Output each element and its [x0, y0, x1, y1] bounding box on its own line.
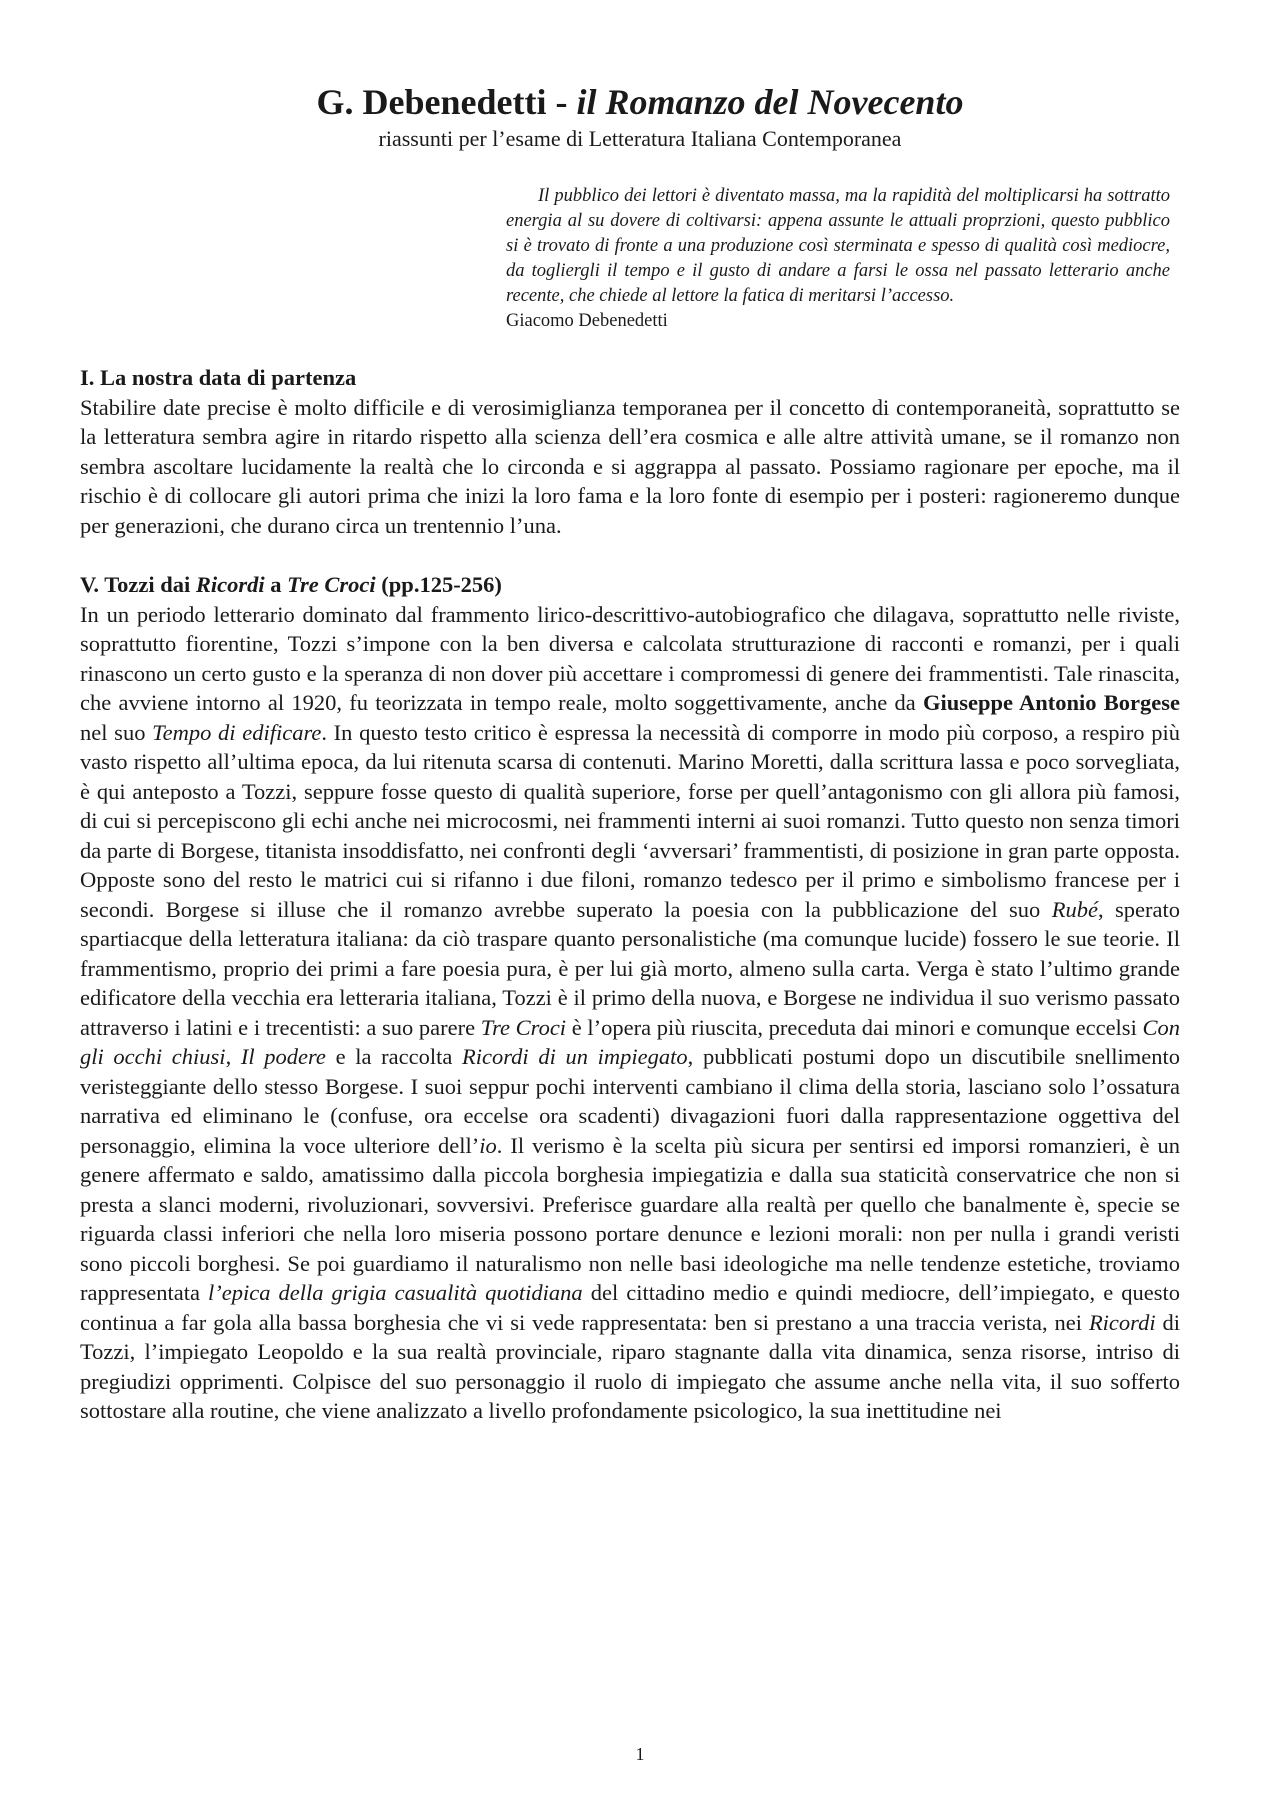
page-number: 1	[635, 1744, 645, 1764]
section-1-paragraph: Stabilire date precise è molto difficile e di verosimiglianza temporanea per il concetto di contemporaneità, soprattutto se la letteratura sembra agire in ritardo rispetto alla scienza dell’era cosmica e alle altre attività umane, se il romanzo non sembra ascoltare lucidamente la realtà che lo circonda e si aggrappa al passato. Possiamo ragionare per epoche, ma il rischio è di collocare gli autori prima che inizi la loro fama e la loro fonte di esempio per i posteri: ragioneremo dunque per generazioni, che durano circa un trentennio l’una.	[80, 394, 1180, 538]
epigraph-quote: Il pubblico dei lettori è diventato massa, ma la rapidità del moltiplicarsi ha sottratto energia al su dovere di coltivarsi: appena assunte le attuali proprzioni, questo pubblico si è trovato di fronte a una produzione così sterminata e spesso di qualità così mediocre, da togliergli il tempo e il gusto di andare a farsi le ossa nel passato letterario anche recente, che chiede al lettore la fatica di meritarsi l’accesso.	[506, 186, 1170, 306]
emphasis: l’epica della grigia casualità quotidiana	[207, 1280, 583, 1305]
epigraph	[506, 184, 1170, 334]
work-title: Il podere	[240, 1044, 326, 1069]
section-5-heading-part: V. Tozzi dai	[80, 572, 196, 597]
section-gap	[80, 540, 1180, 570]
author-name-borgese: Giuseppe Antonio Borgese	[922, 690, 1180, 715]
work-title: Tempo di edificare	[152, 719, 322, 745]
title-work: il Romanzo del Novecento	[576, 82, 964, 122]
document-body	[80, 363, 1180, 1426]
text-run: In un periodo letterario dominato dal frammento lirico-descrittivo-autobiografico che dilagava, soprattutto nelle riviste, soprattutto fiorentine, Tozzi s’impone con la ben diversa e calcolata strutturazione di racconti e romanzi, per i quali rinascono un certo gusto e la speranza di non dover più accettare i compromessi di genere dei frammentisti. Tale rinascita, che avviene intorno al 1920, fu teorizzata in tempo reale, molto soggettivamente, anche da	[80, 601, 1180, 715]
work-title: Ricordi	[1088, 1309, 1156, 1335]
work-title: Rubé	[1051, 896, 1098, 922]
document-title	[0, 80, 1280, 124]
emphasis: io	[479, 1132, 497, 1158]
epigraph-attribution: Giacomo Debenedetti	[506, 311, 668, 331]
title-author: G. Debenedetti -	[316, 82, 577, 122]
text-run: di Tozzi, l’impiegato Leopoldo e la sua realtà provinciale, riparo stagnante dalla vita dinamica, senza risorse, intriso di pregiudizi opprimenti. Colpisce del suo personaggio il ruolo di impiegato che assume anche nella vita, il suo sofferto sottostare alla routine, che viene analizzato a livello profondamente psicologico, la sua inettitudine nei	[80, 1309, 1180, 1423]
text-run: . Il verismo è la scelta più sicura per sentirsi ed imporsi romanzieri, è un genere affermato e saldo, amatissimo dalla piccola borghesia impiegatizia e dalla sua staticità conservatrice che non si presta a slanci moderni, rivoluzionari, sovversivi. Preferisce guardare alla realtà per quello che banalmente è, specie se riguarda classi inferiori che nella loro miseria possono portare denunce e lezioni morali: non per nulla i grandi veristi sono piccoli borghesi. Se poi guardiamo il naturalismo non nelle basi ideologiche ma nelle tendenze estetiche, troviamo rappresentata	[80, 1132, 1180, 1305]
text-run: , sperato spartiacque della letteratura italiana: da ciò traspare quanto personalistiche (ma comunque lucide) fossero le sue teorie. Il frammentismo, proprio dei primi a fare poesia pura, è per lui già morto, almeno sulla carta. Verga è stato l’ultimo grande edificatore della vecchia era letteraria italiana, Tozzi è il primo della nuova, e Borgese ne individua il suo verismo passato attraverso i latini e i trecentisti: a suo parere	[80, 896, 1180, 1040]
text-run: e la raccolta	[325, 1044, 463, 1069]
section-5-heading-title-ricordi: Ricordi	[195, 572, 265, 597]
text-run: nel suo	[80, 719, 153, 745]
work-title: Tre Croci	[480, 1014, 567, 1040]
text-run: ,	[225, 1044, 241, 1069]
text-run: del cittadino medio e quindi mediocre, dell’impiegato, e questo continua a far gola alla bassa borghesia che vi si vede rappresentata: ben si prestano a una traccia verista, nei	[80, 1280, 1180, 1335]
section-5-heading-pages: (pp.125-256)	[375, 572, 502, 597]
section-5-heading-part: a	[264, 572, 288, 597]
section-5-heading	[80, 570, 1180, 600]
work-title: Ricordi di un impiegato	[462, 1044, 688, 1069]
section-5-heading-title-tre-croci: Tre Croci	[287, 572, 376, 597]
section-5-paragraph	[80, 600, 1180, 1426]
document-subtitle: riassunti per l’esame di Letteratura Italiana Contemporanea	[378, 126, 902, 151]
section-1-heading: I. La nostra data di partenza	[80, 365, 357, 390]
text-run: è l’opera più riuscita, preceduta dai minori e comunque eccelsi	[566, 1014, 1143, 1040]
text-run: . In questo testo critico è espressa la necessità di comporre in modo più corposo, a respiro più vasto rispetto all’ultima epoca, da lui ritenuta scarsa di contenuti. Marino Moretti, dalla scrittura lassa e poco sorvegliata, è qui anteposto a Tozzi, seppure fosse questo di qualità superiore, forse per quell’antagonismo con gli allora più famosi, di cui si percepiscono gli echi anche nei microcosmi, nei frammenti interni ai suoi romanzi. Tutto questo non senza timori da parte di Borgese, titanista insoddisfatto, nei confronti degli ‘avversari’ frammentisti, di posizione in gran parte opposta. Opposte sono del resto le matrici cui si rifanno i due filoni, romanzo tedesco per il primo e simbolismo francese per i secondi. Borgese si illuse che il romanzo avrebbe superato la poesia con la pubblicazione del suo	[80, 719, 1180, 922]
text-run: , pubblicati postumi dopo un discutibile snellimento veristeggiante dello stesso Borgese. I suoi seppur pochi interventi cambiano il clima della storia, lasciano solo l’ossatura narrativa ed eliminano le (confuse, ora eccelse ora scadenti) divagazioni fuori dalla rappresentazione oggettiva del personaggio, elimina la voce ulteriore dell’	[80, 1044, 1181, 1158]
work-title: Con gli occhi chiusi	[80, 1014, 1180, 1069]
